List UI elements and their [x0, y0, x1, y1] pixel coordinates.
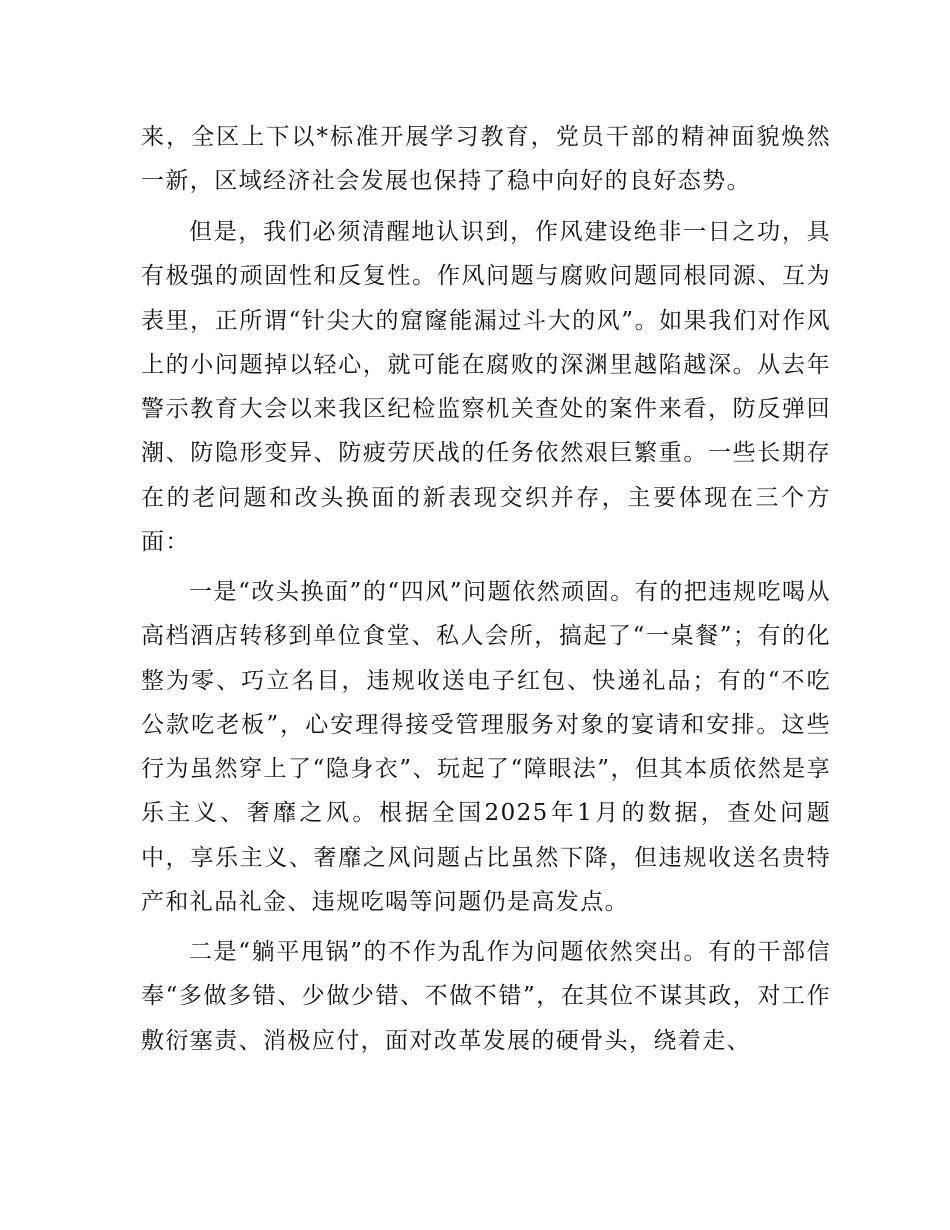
paragraph-continuation: 来，全区上下以*标准开展学习教育，党员干部的精神面貌焕然一新，区域经济社会发展也保持了稳中向好的良好态势。: [141, 124, 831, 195]
paragraph-work-style-problems: 但是，我们必须清醒地认识到，作风建设绝非一日之功，具有极强的顽固性和反复性。作风问题与腐败问题同根同源、互为表里，正所谓“针尖大的窟窿能漏过斗大的风”。如果我们对作风上的小问题掉以轻心，就可能在腐败的深渊里越陷越深。从去年警示教育大会以来我区纪检监察机关查处的案件来看，防反弹回潮、防隐形变异、防疲劳厌战的任务依然艰巨繁重。一些长期存在的老问题和改头换面的新表现交织并存，主要体现在三个方面：: [141, 219, 831, 556]
paragraph-inaction: 二是“躺平甩锅”的不作为乱作为问题依然突出。有的干部信奉“多做多错、少做少错、不做不错”，在其位不谋其政，对工作敷衍塞责、消极应付，面对改革发展的硬骨头，绕着走、: [141, 939, 831, 1054]
paragraph-four-winds: 一是“改头换面”的“四风”问题依然顽固。有的把违规吃喝从高档酒店转移到单位食堂、私人会所，搞起了“一桌餐”；有的化整为零、巧立名目，违规收送电子红包、快递礼品；有的“不吃公款吃老板”，心安理得接受管理服务对象的宴请和安排。这些行为虽然穿上了“隐身衣”、玩起了“障眼法”，但其本质依然是享乐主义、奢靡之风。根据全国2025年1月的数据，查处问题中，享乐主义、奢靡之风问题占比虽然下降，但违规收送名贵特产和礼品礼金、违规吃喝等问题仍是高发点。: [141, 579, 831, 916]
